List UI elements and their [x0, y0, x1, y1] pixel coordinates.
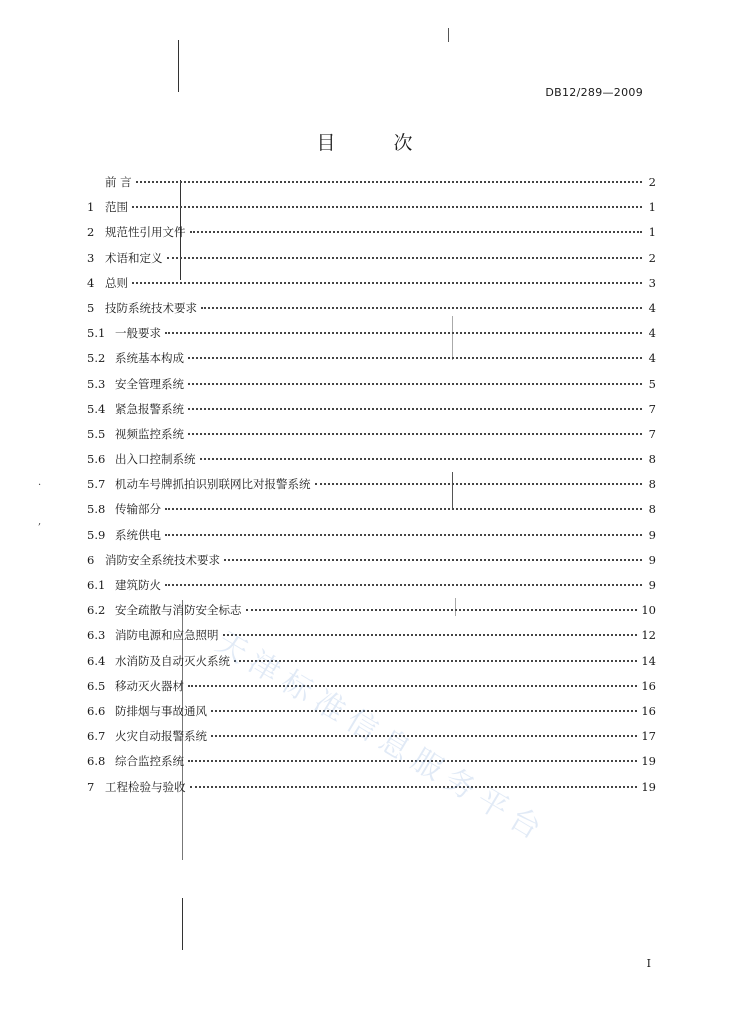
toc-entry-page: 2 — [648, 250, 656, 265]
toc-entry-page: 1 — [648, 200, 656, 215]
toc-entry-page: 19 — [641, 754, 656, 769]
toc-entry[interactable] — [87, 678, 656, 703]
toc-entry-label: 传输部分 — [115, 502, 161, 517]
toc-entry-page: 7 — [648, 401, 656, 416]
toc-entry-label: 前 言 — [105, 175, 132, 189]
toc-entry-label: 安全管理系统 — [115, 376, 184, 391]
toc-entry-label: 工程检验与验收 — [105, 779, 186, 794]
toc-dot-leader — [315, 482, 643, 485]
page-title: 目 次 — [316, 132, 439, 154]
toc-entry[interactable] — [87, 224, 656, 249]
toc-entry-label: 系统基本构成 — [115, 351, 184, 366]
toc-dot-leader — [165, 583, 642, 586]
toc-entry[interactable] — [87, 426, 656, 451]
toc-entry-number: 6 — [87, 552, 95, 567]
toc-entry[interactable] — [87, 401, 656, 426]
toc-entry-number: 4 — [87, 275, 95, 290]
toc-entry-label: 视频监控系统 — [115, 426, 184, 441]
toc-entry-number: 5 — [87, 300, 95, 315]
toc-entry-page: 9 — [648, 578, 656, 592]
toc-entry[interactable] — [87, 577, 656, 602]
toc-entry-number: 5.1 — [87, 326, 106, 341]
toc-dot-leader — [188, 407, 642, 410]
toc-entry[interactable] — [87, 703, 656, 728]
toc-entry-label: 火灾自动报警系统 — [115, 729, 207, 744]
scan-speck: · — [38, 480, 42, 491]
toc-dot-leader — [188, 356, 642, 359]
toc-entry[interactable] — [87, 552, 656, 577]
toc-entry[interactable] — [87, 627, 656, 652]
scan-speck: , — [38, 516, 42, 527]
toc-entry-page: 12 — [641, 628, 656, 643]
toc-dot-leader — [165, 533, 642, 536]
toc-entry-number: 6.7 — [87, 729, 106, 744]
toc-entry[interactable] — [87, 779, 656, 804]
toc-entry-page: 17 — [641, 729, 656, 744]
toc-entry[interactable] — [87, 300, 656, 325]
toc-dot-leader — [211, 734, 637, 737]
toc-entry-label: 水消防及自动灭火系统 — [115, 653, 230, 668]
toc-entry[interactable] — [87, 250, 656, 275]
toc-entry-label: 技防系统技术要求 — [105, 300, 197, 315]
toc-entry[interactable] — [87, 602, 656, 627]
toc-entry-label: 消防电源和应急照明 — [115, 628, 219, 643]
toc-entry-page: 10 — [641, 603, 656, 618]
toc-dot-leader — [188, 759, 637, 762]
toc-entry[interactable] — [87, 275, 656, 300]
toc-entry-number: 6.1 — [87, 578, 106, 592]
toc-dot-leader — [188, 432, 642, 435]
toc-entry-label: 消防安全系统技术要求 — [105, 552, 220, 567]
toc-entry-page: 9 — [648, 552, 656, 567]
toc-entry[interactable] — [87, 325, 656, 350]
toc-entry-label: 术语和定义 — [105, 250, 163, 265]
toc-dot-leader — [167, 256, 643, 259]
toc-entry-number: 1 — [87, 200, 95, 215]
toc-dot-leader — [201, 306, 642, 309]
toc-entry[interactable] — [87, 350, 656, 375]
toc-entry-page: 1 — [648, 225, 656, 240]
toc-entry-label: 机动车号牌抓拍识别联网比对报警系统 — [115, 477, 311, 492]
toc-entry-label: 出入口控制系统 — [115, 452, 196, 467]
toc-dot-leader — [132, 281, 642, 284]
toc-entry-number: 6.8 — [87, 754, 106, 769]
toc-entry-label: 系统供电 — [115, 527, 161, 542]
toc-entry[interactable] — [87, 199, 656, 224]
toc-entry-number: 3 — [87, 250, 95, 265]
toc-entry-label: 范围 — [105, 200, 128, 215]
scan-mark-top — [448, 28, 449, 42]
toc-entry-label: 紧急报警系统 — [115, 401, 184, 416]
toc-entry-number: 7 — [87, 779, 95, 794]
toc-entry-number: 5.3 — [87, 376, 106, 391]
scan-binding-line-upper — [178, 40, 179, 92]
toc-entry-number: 6.2 — [87, 603, 106, 618]
toc-entry-page: 16 — [641, 678, 656, 693]
toc-dot-leader — [165, 331, 642, 334]
toc-entry-page: 9 — [648, 527, 656, 542]
toc-dot-leader — [211, 709, 637, 712]
toc-dot-leader — [234, 659, 637, 662]
toc-entry-page: 4 — [648, 326, 656, 341]
toc-entry-page: 8 — [648, 502, 656, 517]
toc-entry[interactable] — [87, 728, 656, 753]
toc-entry-number: 5.7 — [87, 477, 106, 492]
toc-dot-leader — [223, 633, 638, 636]
toc-entry-page: 2 — [648, 175, 656, 189]
toc-dot-leader — [190, 785, 638, 788]
toc-entry-page: 7 — [648, 426, 656, 441]
table-of-contents — [87, 174, 656, 804]
toc-entry-page: 16 — [641, 703, 656, 718]
toc-entry-page: 14 — [641, 653, 656, 668]
page-number: Ⅰ — [646, 957, 651, 970]
toc-entry-number: 2 — [87, 225, 95, 240]
document-code: DB12/289—2009 — [545, 86, 643, 99]
toc-entry-number: 6.3 — [87, 628, 106, 643]
toc-entry-number: 6.5 — [87, 678, 106, 693]
toc-dot-leader — [200, 457, 643, 460]
toc-entry-label: 防排烟与事故通风 — [115, 703, 207, 718]
toc-dot-leader — [132, 205, 642, 208]
toc-entry-label: 建筑防火 — [115, 578, 161, 592]
toc-entry-label: 综合监控系统 — [115, 754, 184, 769]
toc-entry[interactable] — [87, 174, 656, 199]
toc-dot-leader — [188, 684, 637, 687]
toc-entry-label: 规范性引用文件 — [105, 225, 186, 240]
toc-entry-page: 8 — [648, 452, 656, 467]
toc-entry-page: 19 — [641, 779, 656, 794]
watermark: 天津标准信息服务平台 — [209, 624, 554, 851]
toc-entry[interactable] — [87, 476, 656, 501]
toc-dot-leader — [165, 507, 642, 510]
toc-entry-page: 3 — [648, 275, 656, 290]
toc-entry-number: 5.4 — [87, 401, 106, 416]
toc-entry-number: 5.6 — [87, 452, 106, 467]
toc-entry[interactable] — [87, 451, 656, 476]
toc-entry-label: 一般要求 — [115, 326, 161, 341]
toc-entry-number: 6.4 — [87, 653, 106, 668]
toc-dot-leader — [190, 230, 643, 233]
toc-entry-label: 移动灭火器材 — [115, 678, 184, 693]
toc-dot-leader — [246, 608, 638, 611]
toc-entry-number: 5.2 — [87, 351, 106, 366]
toc-entry-page: 4 — [648, 351, 656, 366]
toc-entry[interactable] — [87, 653, 656, 678]
toc-entry[interactable] — [87, 527, 656, 552]
toc-entry-label: 总则 — [105, 275, 128, 290]
toc-entry-page: 5 — [648, 376, 656, 391]
toc-entry-number: 5.8 — [87, 502, 106, 517]
toc-entry[interactable] — [87, 501, 656, 526]
toc-entry-number: 6.6 — [87, 703, 106, 718]
toc-entry-page: 8 — [648, 477, 656, 492]
toc-entry[interactable] — [87, 376, 656, 401]
toc-dot-leader — [136, 180, 642, 183]
toc-entry[interactable] — [87, 753, 656, 778]
toc-entry-page: 4 — [648, 300, 656, 315]
toc-entry-label: 安全疏散与消防安全标志 — [115, 603, 242, 618]
toc-entry-number: 5.9 — [87, 527, 106, 542]
scan-binding-line-bottom — [182, 898, 183, 950]
toc-dot-leader — [224, 558, 642, 561]
toc-dot-leader — [188, 382, 642, 385]
toc-entry-number: 5.5 — [87, 426, 106, 441]
